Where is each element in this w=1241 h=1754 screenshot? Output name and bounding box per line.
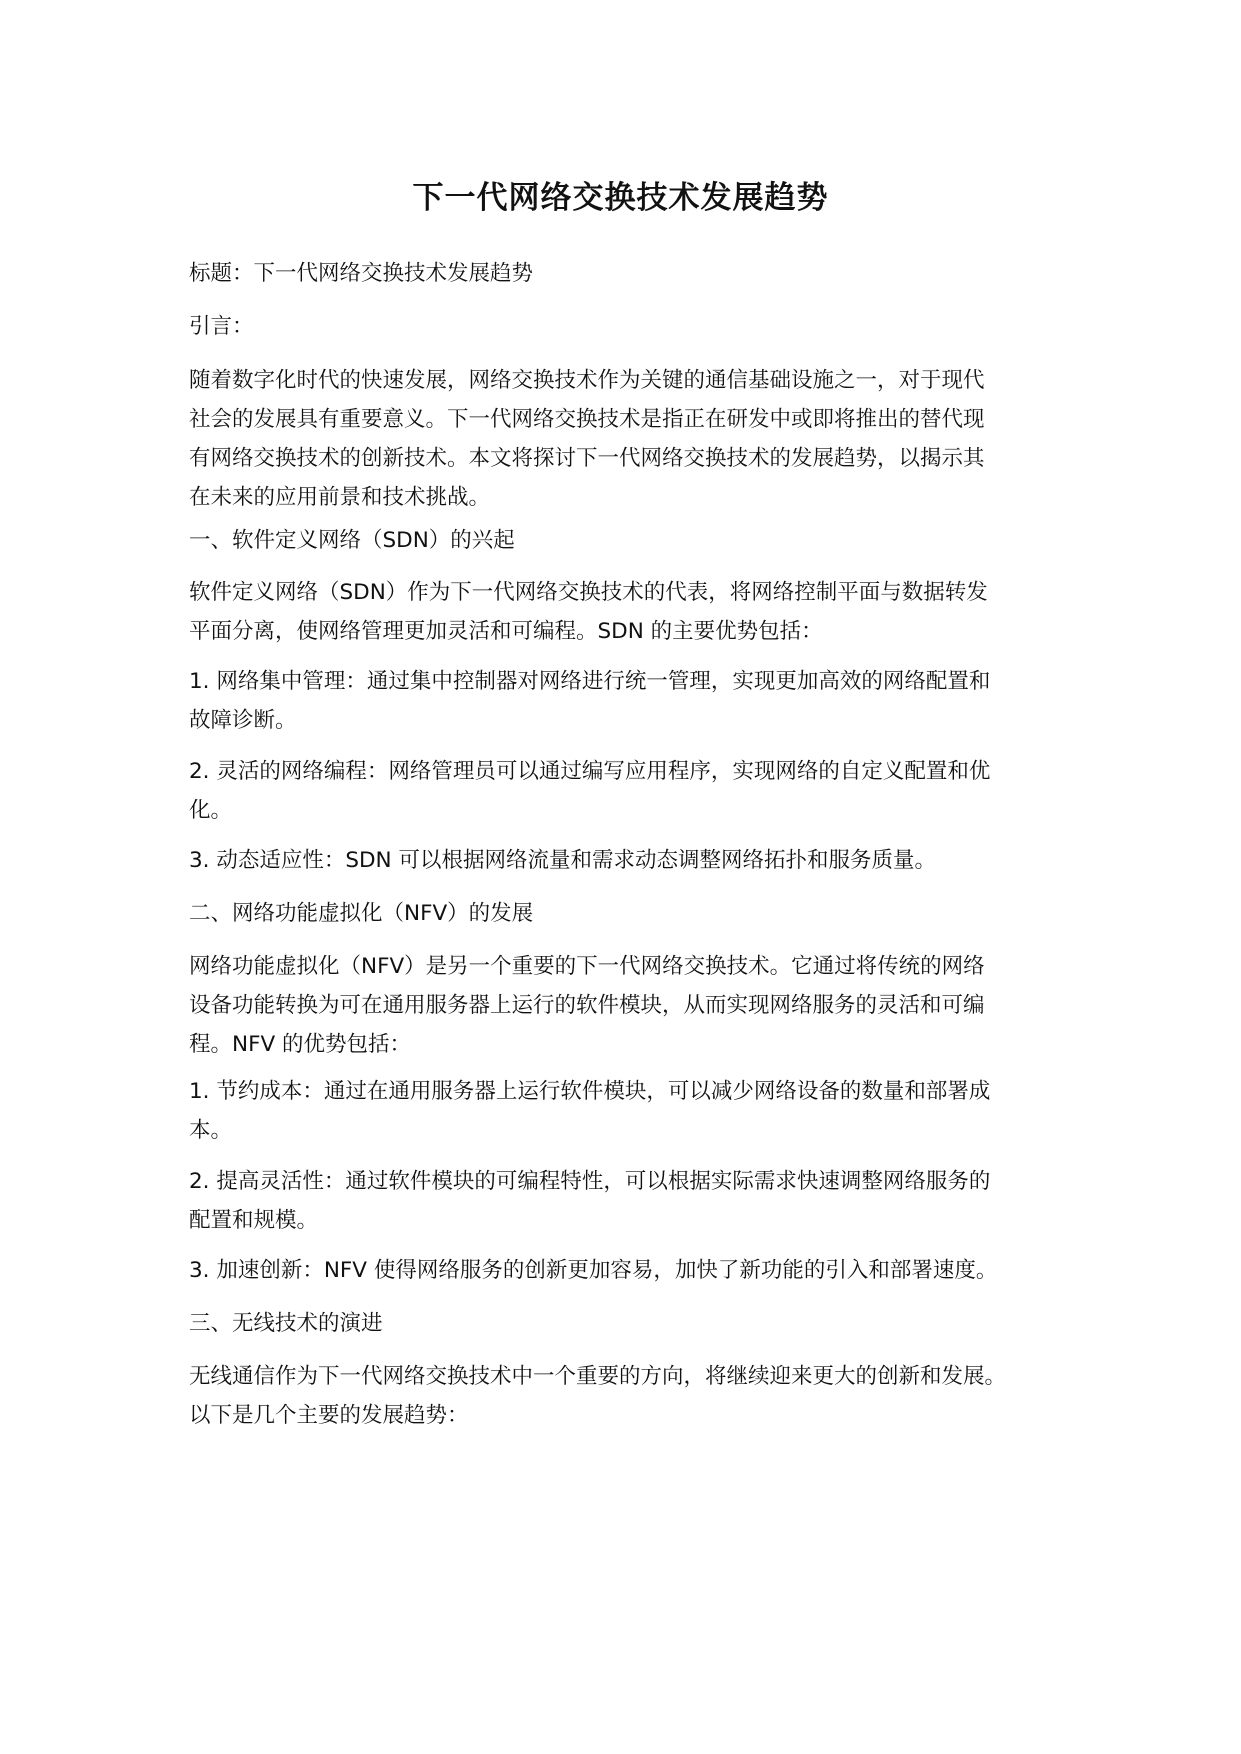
text-line: 本。 bbox=[189, 1118, 233, 1143]
list-item-sdn-3 bbox=[189, 841, 1089, 880]
section-heading-nfv bbox=[189, 894, 1089, 933]
text-line: 二、网络功能虚拟化（NFV）的发展 bbox=[189, 901, 534, 926]
text-line: 随着数字化时代的快速发展，网络交换技术作为关键的通信基础设施之一，对于现代 bbox=[189, 368, 985, 393]
list-item-nfv-2 bbox=[189, 1162, 1089, 1240]
text-line: 平面分离，使网络管理更加灵活和可编程。SDN 的主要优势包括： bbox=[189, 619, 823, 644]
text-line: 有网络交换技术的创新技术。本文将探讨下一代网络交换技术的发展趋势，以揭示其 bbox=[189, 446, 985, 471]
text-line: 配置和规模。 bbox=[189, 1208, 319, 1233]
list-item-sdn-2 bbox=[189, 752, 1089, 830]
text-line: 在未来的应用前景和技术挑战。 bbox=[189, 485, 491, 510]
list-item-nfv-3 bbox=[189, 1251, 1089, 1290]
text-line: 2. 提高灵活性：通过软件模块的可编程特性，可以根据实际需求快速调整网络服务的 bbox=[189, 1169, 991, 1194]
section-heading-wireless bbox=[189, 1304, 1089, 1343]
text-line: 2. 灵活的网络编程：网络管理员可以通过编写应用程序，实现网络的自定义配置和优 bbox=[189, 759, 991, 784]
text-line: 化。 bbox=[189, 798, 233, 823]
paragraph-sdn bbox=[189, 573, 1089, 651]
list-item-sdn-1 bbox=[189, 662, 1089, 740]
section-heading-sdn bbox=[189, 521, 1089, 560]
text-line: 无线通信作为下一代网络交换技术中一个重要的方向，将继续迎来更大的创新和发展。 bbox=[189, 1364, 1007, 1389]
text-line: 引言： bbox=[189, 314, 254, 339]
paragraph-intro-label bbox=[189, 307, 1089, 346]
text-line: 程。NFV 的优势包括： bbox=[189, 1032, 411, 1057]
text-line: 1. 网络集中管理：通过集中控制器对网络进行统一管理，实现更加高效的网络配置和 bbox=[189, 669, 991, 694]
text-line: 设备功能转换为可在通用服务器上运行的软件模块，从而实现网络服务的灵活和可编 bbox=[189, 993, 985, 1018]
paragraph-title-line bbox=[189, 254, 1089, 293]
text-line: 故障诊断。 bbox=[189, 708, 297, 733]
text-line: 三、无线技术的演进 bbox=[189, 1311, 383, 1336]
text-line: 3. 动态适应性：SDN 可以根据网络流量和需求动态调整网络拓扑和服务质量。 bbox=[189, 848, 936, 873]
paragraph-wireless bbox=[189, 1357, 1089, 1435]
document-title: 下一代网络交换技术发展趋势 bbox=[412, 180, 829, 216]
text-line: 3. 加速创新：NFV 使得网络服务的创新更加容易，加快了新功能的引入和部署速度。 bbox=[189, 1258, 998, 1283]
paragraph-intro bbox=[189, 361, 1089, 517]
text-line: 社会的发展具有重要意义。下一代网络交换技术是指正在研发中或即将推出的替代现 bbox=[189, 407, 985, 432]
text-line: 网络功能虚拟化（NFV）是另一个重要的下一代网络交换技术。它通过将传统的网络 bbox=[189, 954, 985, 979]
paragraph-nfv bbox=[189, 947, 1089, 1064]
text-line: 软件定义网络（SDN）作为下一代网络交换技术的代表，将网络控制平面与数据转发 bbox=[189, 580, 988, 605]
text-line: 1. 节约成本：通过在通用服务器上运行软件模块，可以减少网络设备的数量和部署成 bbox=[189, 1079, 991, 1104]
text-line: 标题：下一代网络交换技术发展趋势 bbox=[189, 261, 534, 286]
list-item-nfv-1 bbox=[189, 1072, 1089, 1150]
text-line: 以下是几个主要的发展趋势： bbox=[189, 1403, 469, 1428]
text-line: 一、软件定义网络（SDN）的兴起 bbox=[189, 528, 515, 553]
